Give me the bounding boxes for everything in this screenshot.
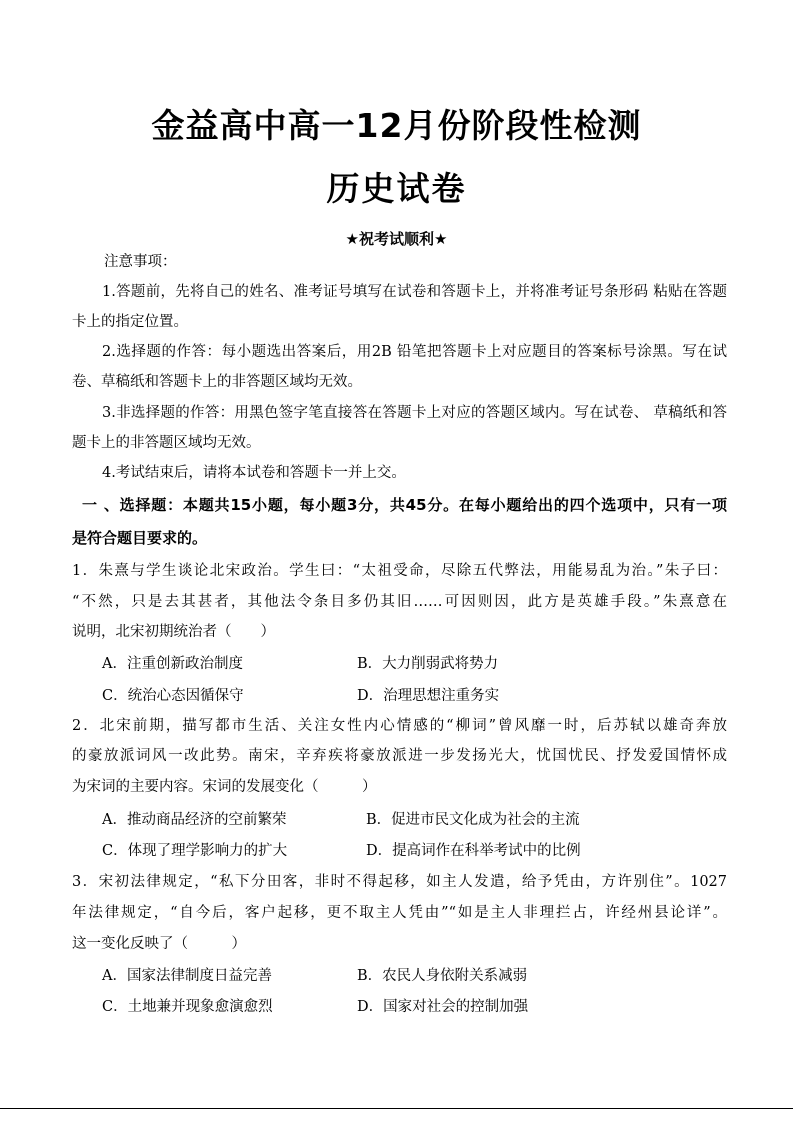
question-3-line-1: 3．宋初法律规定，“私下分田客，非时不得起移，如主人发遣，给予凭由，方许别住”。1027: [72, 874, 727, 890]
question-3-option-b: B．农民人身依附关系减弱: [357, 968, 528, 984]
question-3-option-c: C．土地兼并现象愈演愈烈: [102, 999, 273, 1015]
good-luck-line: ★祝考试顺利★: [345, 230, 448, 248]
exam-subject-title: 历史试卷: [326, 169, 467, 208]
notice-item-3-line-2: 题卡上的非答题区域均无效。: [72, 435, 261, 451]
question-3-option-d: D．国家对社会的控制加强: [357, 999, 529, 1015]
page-bottom-rule: [0, 1108, 793, 1109]
question-1-option-c: C．统治心态因循保守: [102, 688, 244, 704]
question-2-line-2: 的豪放派词风一改此势。南宋，辛弃疾将豪放派进一步发扬光大，忧国忧民、抒发爱国情怀成: [72, 748, 727, 764]
exam-title: 金益高中高一12月份阶段性检测: [151, 106, 642, 145]
question-1-option-d: D．治理思想注重务实: [357, 688, 500, 704]
notice-item-1-line-1: 1.答题前，先将自己的姓名、准考证号填写在试卷和答题卡上，并将准考证号条形码 粘贴在答题: [102, 284, 727, 300]
notice-heading: 注意事项：: [104, 254, 177, 270]
question-1-line-1: 1．朱熹与学生谈论北宋政治。学生曰：“太祖受命，尽除五代弊法，用能易乱为治。”朱子曰：: [72, 563, 727, 579]
notice-item-2-line-1: 2.选择题的作答：每小题选出答案后，用2B 铅笔把答题卡上对应题目的答案标号涂黑。写在试: [102, 344, 727, 360]
question-1-line-3: 说明，北宋初期统治者（ ）: [72, 624, 275, 640]
question-2-option-c: C．体现了理学影响力的扩大: [102, 843, 288, 859]
question-1-option-b: B．大力削弱武将势力: [357, 656, 499, 672]
question-2-option-d: D．提高词作在科举考试中的比例: [366, 843, 581, 859]
question-2-option-a: A．推动商品经济的空前繁荣: [102, 812, 287, 828]
section-1-heading-line-2: 是符合题目要求的。: [72, 529, 208, 547]
notice-item-3-line-1: 3.非选择题的作答：用黑色签字笔直接答在答题卡上对应的答题区域内。写在试卷、 草稿纸和答: [102, 405, 727, 421]
notice-item-4: 4.考试结束后，请将本试卷和答题卡一并上交。: [102, 465, 406, 481]
question-1-option-a: A．注重创新政治制度: [102, 656, 243, 672]
question-3-line-3: 这一变化反映了（ ）: [72, 936, 246, 952]
section-1-heading-line-1: 一 、选择题：本题共15小题，每小题3分，共45分。在每小题给出的四个选项中，只有一项: [82, 496, 727, 514]
question-2-line-1: 2．北宋前期，描写都市生活、关注女性内心情感的“柳词”曾风靡一时，后苏轼以雄奇奔放: [72, 718, 727, 734]
question-3-line-2: 年法律规定，“自今后，客户起移，更不取主人凭由”“如是主人非理拦占，许经州县论详”。: [72, 905, 727, 921]
question-1-line-2: “不然，只是去其甚者，其他法令条目多仍其旧……可因则因，此方是英雄手段。”朱熹意在: [72, 594, 727, 610]
question-2-option-b: B．促进市民文化成为社会的主流: [366, 812, 580, 828]
notice-item-2-line-2: 卷、草稿纸和答题卡上的非答题区域均无效。: [72, 374, 362, 390]
question-2-line-3: 为宋词的主要内容。宋词的发展变化（ ）: [72, 779, 377, 795]
notice-item-1-line-2: 卡上的指定位置。: [72, 314, 188, 330]
question-3-option-a: A．国家法律制度日益完善: [102, 968, 272, 984]
